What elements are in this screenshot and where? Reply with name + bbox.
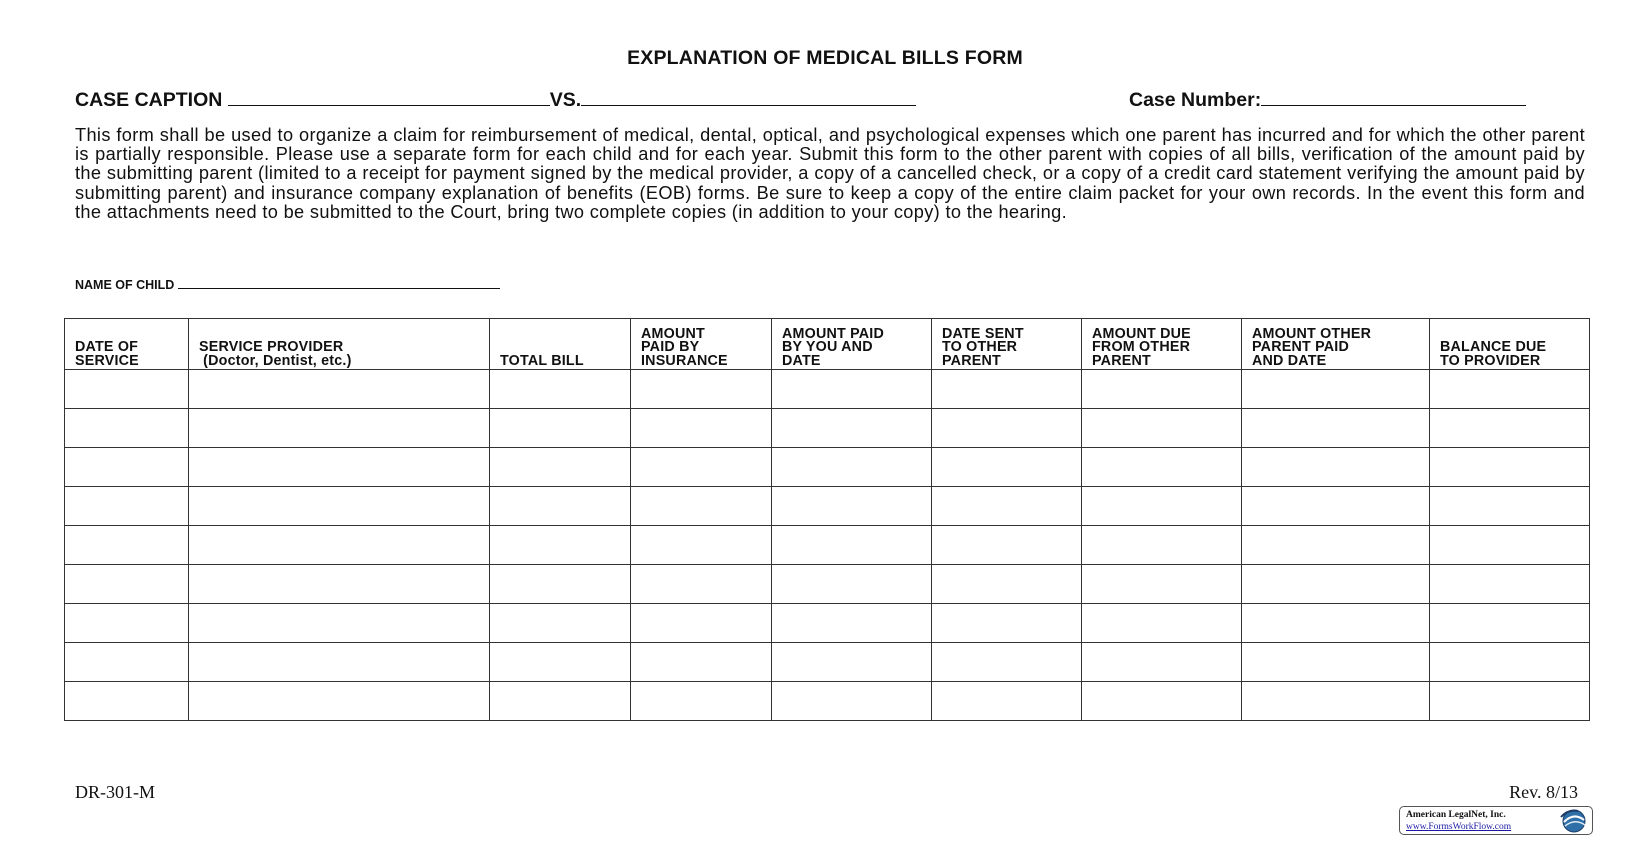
table-cell[interactable] bbox=[490, 409, 631, 448]
table-cell[interactable] bbox=[1242, 409, 1430, 448]
table-cell[interactable] bbox=[1430, 487, 1590, 526]
table-cell[interactable] bbox=[490, 643, 631, 682]
table-cell[interactable] bbox=[65, 448, 189, 487]
publisher-globe-icon bbox=[1558, 808, 1588, 834]
table-cell[interactable] bbox=[1082, 487, 1242, 526]
form-number: DR-301-M bbox=[75, 782, 155, 802]
column-header-line: INSURANCE bbox=[641, 352, 728, 369]
column-header bbox=[932, 319, 1082, 370]
table-cell[interactable] bbox=[631, 643, 772, 682]
publisher-url[interactable]: www.FormsWorkFlow.com bbox=[1406, 822, 1512, 832]
table-cell[interactable] bbox=[1082, 682, 1242, 721]
table-cell[interactable] bbox=[631, 526, 772, 565]
table-cell[interactable] bbox=[1242, 487, 1430, 526]
column-header-line: AMOUNT PAID bbox=[782, 325, 885, 342]
form-instructions: This form shall be used to organize a claim for reimbursement of medical, dental, optical, and psychological expenses which one parent has incurred and for which the other parent is partially responsible. Please use a separate form for each child and for each year. Submit this form to the other parent with copies of all bills, verification of the amount paid by the submitting parent (limited to a receipt for payment signed by the medical provider, a copy of a cancelled check, or a copy of a credit card statement verifying the amount paid by submitting parent) and insurance company explanation of benefits (EOB) forms. Be sure to keep a copy of the entire claim packet for your own records. In the event this form and the attachments need to be submitted to the Court, bring two complete copies (in addition to your copy) to the hearing. bbox=[75, 125, 1585, 222]
column-header-line: PARENT PAID bbox=[1252, 339, 1349, 355]
table-cell[interactable] bbox=[189, 604, 490, 643]
table-cell[interactable] bbox=[631, 409, 772, 448]
column-header-line: PARENT bbox=[942, 352, 1001, 369]
table-row bbox=[65, 370, 1590, 409]
column-header bbox=[631, 319, 772, 370]
table-row bbox=[65, 604, 1590, 643]
table-cell[interactable] bbox=[1082, 526, 1242, 565]
table-cell[interactable] bbox=[65, 409, 189, 448]
table-cell[interactable] bbox=[490, 604, 631, 643]
table-cell[interactable] bbox=[772, 604, 932, 643]
medical-bills-table bbox=[64, 318, 1590, 721]
table-cell[interactable] bbox=[1242, 526, 1430, 565]
table-cell[interactable] bbox=[932, 370, 1082, 409]
table-cell[interactable] bbox=[932, 604, 1082, 643]
case-caption-label: CASE CAPTION bbox=[75, 89, 223, 111]
table-cell[interactable] bbox=[189, 526, 490, 565]
column-header bbox=[65, 319, 189, 370]
name-of-child-field[interactable] bbox=[178, 278, 500, 289]
table-cell[interactable] bbox=[1430, 682, 1590, 721]
column-header-line: FROM OTHER bbox=[1092, 339, 1191, 355]
table-cell[interactable] bbox=[1430, 409, 1590, 448]
column-header bbox=[1082, 319, 1242, 370]
table-cell[interactable] bbox=[65, 487, 189, 526]
table-cell[interactable] bbox=[1430, 643, 1590, 682]
table-cell[interactable] bbox=[1082, 409, 1242, 448]
table-cell[interactable] bbox=[772, 448, 932, 487]
column-header-line: AMOUNT DUE bbox=[1092, 325, 1191, 342]
table-cell[interactable] bbox=[490, 487, 631, 526]
column-header-line: AMOUNT bbox=[641, 325, 705, 342]
table-cell[interactable] bbox=[932, 682, 1082, 721]
case-caption-field[interactable] bbox=[228, 87, 550, 106]
table-cell[interactable] bbox=[1082, 370, 1242, 409]
column-header-line: SERVICE bbox=[75, 352, 139, 369]
table-cell[interactable] bbox=[189, 682, 490, 721]
table-cell[interactable] bbox=[772, 370, 932, 409]
table-cell[interactable] bbox=[1430, 526, 1590, 565]
column-header-line: TOTAL BILL bbox=[500, 352, 584, 369]
table-cell[interactable] bbox=[1430, 448, 1590, 487]
table-cell[interactable] bbox=[189, 370, 490, 409]
table-cell[interactable] bbox=[932, 643, 1082, 682]
table-cell[interactable] bbox=[65, 604, 189, 643]
table-cell[interactable] bbox=[189, 487, 490, 526]
table-cell[interactable] bbox=[1242, 643, 1430, 682]
table-cell[interactable] bbox=[772, 409, 932, 448]
table-cell[interactable] bbox=[65, 370, 189, 409]
publisher-logo[interactable] bbox=[1399, 806, 1593, 835]
table-cell[interactable] bbox=[490, 565, 631, 604]
table-cell[interactable] bbox=[1082, 604, 1242, 643]
table-cell[interactable] bbox=[1082, 448, 1242, 487]
table-cell[interactable] bbox=[1082, 565, 1242, 604]
table-cell[interactable] bbox=[490, 526, 631, 565]
publisher-name: American LegalNet, Inc. bbox=[1406, 810, 1506, 820]
table-cell[interactable] bbox=[65, 526, 189, 565]
column-header-line: TO OTHER bbox=[942, 339, 1018, 355]
table-header-row bbox=[65, 319, 1590, 370]
table-cell[interactable] bbox=[631, 448, 772, 487]
table-cell[interactable] bbox=[932, 526, 1082, 565]
table-cell[interactable] bbox=[189, 643, 490, 682]
table-cell[interactable] bbox=[189, 448, 490, 487]
table-cell[interactable] bbox=[1242, 565, 1430, 604]
column-header-line: SERVICE PROVIDER bbox=[199, 339, 344, 355]
table-cell[interactable] bbox=[189, 565, 490, 604]
opposing-party-field[interactable] bbox=[581, 87, 916, 106]
table-body bbox=[65, 370, 1590, 721]
table-cell[interactable] bbox=[631, 682, 772, 721]
table-cell[interactable] bbox=[932, 565, 1082, 604]
name-of-child-label: NAME OF CHILD bbox=[75, 278, 175, 292]
column-header bbox=[1242, 319, 1430, 370]
table-row bbox=[65, 682, 1590, 721]
column-header bbox=[189, 319, 490, 370]
table-row bbox=[65, 409, 1590, 448]
table-cell[interactable] bbox=[932, 409, 1082, 448]
column-header-line: PARENT bbox=[1092, 352, 1151, 369]
table-cell[interactable] bbox=[772, 526, 932, 565]
table-cell[interactable] bbox=[490, 682, 631, 721]
table-cell[interactable] bbox=[1082, 643, 1242, 682]
case-number-label: Case Number: bbox=[1129, 89, 1262, 111]
table-cell[interactable] bbox=[1242, 370, 1430, 409]
case-caption-group bbox=[75, 87, 916, 112]
table-cell[interactable] bbox=[1430, 565, 1590, 604]
form-title: EXPLANATION OF MEDICAL BILLS FORM bbox=[627, 47, 1023, 69]
column-header-line: DATE bbox=[782, 352, 821, 369]
table-row bbox=[65, 643, 1590, 682]
table-cell[interactable] bbox=[631, 487, 772, 526]
table-cell[interactable] bbox=[772, 487, 932, 526]
column-header bbox=[490, 319, 631, 370]
column-header-line: BY YOU AND bbox=[782, 339, 873, 355]
table-cell[interactable] bbox=[65, 682, 189, 721]
table-cell[interactable] bbox=[65, 565, 189, 604]
name-of-child-row bbox=[75, 278, 500, 292]
case-caption-row bbox=[75, 87, 1585, 111]
table-cell[interactable] bbox=[772, 565, 932, 604]
table-cell[interactable] bbox=[189, 409, 490, 448]
table-cell[interactable] bbox=[1242, 448, 1430, 487]
table-cell[interactable] bbox=[631, 370, 772, 409]
column-header-line: TO PROVIDER bbox=[1440, 352, 1541, 369]
column-header bbox=[1430, 319, 1590, 370]
column-header-line: AMOUNT OTHER bbox=[1252, 325, 1372, 342]
case-number-group bbox=[1129, 87, 1526, 112]
table-cell[interactable] bbox=[490, 448, 631, 487]
table-cell[interactable] bbox=[932, 448, 1082, 487]
table-cell[interactable] bbox=[631, 604, 772, 643]
table-cell[interactable] bbox=[490, 370, 631, 409]
revision-date: Rev. 8/13 bbox=[1509, 782, 1578, 802]
column-header-line: DATE SENT bbox=[942, 325, 1024, 342]
table-cell[interactable] bbox=[65, 643, 189, 682]
column-header-line: DATE OF bbox=[75, 339, 139, 355]
table-cell[interactable] bbox=[772, 643, 932, 682]
table-row bbox=[65, 448, 1590, 487]
table-row bbox=[65, 526, 1590, 565]
column-header-line: BALANCE DUE bbox=[1440, 339, 1547, 355]
table-row bbox=[65, 487, 1590, 526]
table-cell[interactable] bbox=[932, 487, 1082, 526]
column-header bbox=[772, 319, 932, 370]
table-cell[interactable] bbox=[631, 565, 772, 604]
case-number-field[interactable] bbox=[1261, 87, 1526, 106]
column-header-line: PAID BY bbox=[641, 339, 700, 355]
table-cell[interactable] bbox=[1242, 682, 1430, 721]
table-cell[interactable] bbox=[1242, 604, 1430, 643]
column-header-line: (Doctor, Dentist, etc.) bbox=[199, 352, 352, 369]
table-cell[interactable] bbox=[1430, 370, 1590, 409]
table-cell[interactable] bbox=[1430, 604, 1590, 643]
vs-label: VS. bbox=[549, 89, 582, 111]
column-header-line: AND DATE bbox=[1252, 352, 1327, 369]
table-row bbox=[65, 565, 1590, 604]
table-cell[interactable] bbox=[772, 682, 932, 721]
